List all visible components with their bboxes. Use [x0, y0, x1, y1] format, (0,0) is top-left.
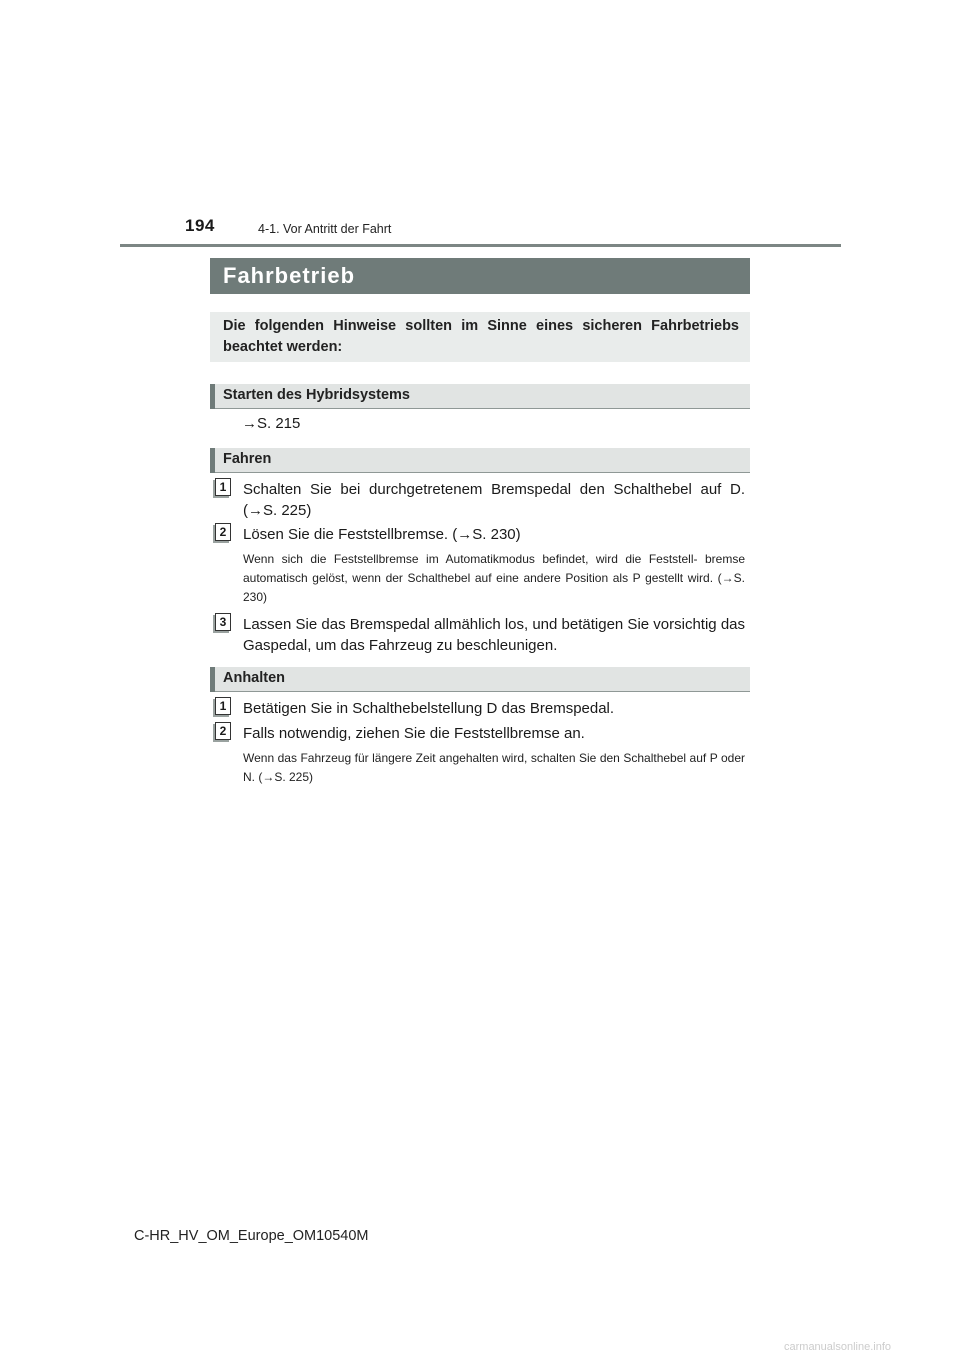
subheading-label: Fahren [223, 451, 272, 467]
subheading-label: Anhalten [223, 670, 286, 686]
subheading-label: Starten des Hybridsystems [223, 387, 410, 403]
step-note: Wenn sich die Feststellbremse im Automatikmodus befindet, wird die Feststell- bremse automatisch gelöst, wenn der Schalthebel auf eine andere Position als P gestellt wird. (→S. 230) [243, 552, 745, 604]
intro-box [210, 312, 750, 362]
subheading-starting [210, 384, 750, 409]
step-text: Betätigen Sie in Schalthebelstellung D das Bremspedal. [243, 700, 615, 717]
subheading-accent [210, 384, 215, 409]
page-title: Fahrbetrieb [223, 263, 356, 288]
step-text: Schalten Sie bei durchgetretenem Bremspedal den Schalthebel auf D. (→S. 225) [243, 481, 745, 519]
step-text: Lassen Sie das Bremspedal allmählich los, und betätigen Sie vorsichtig das Gaspedal, um das Fahrzeug zu beschleunigen. [243, 616, 745, 654]
step-number-badge: 2 [215, 722, 231, 740]
subheading-accent [210, 667, 215, 692]
page-number: 194 [185, 216, 215, 235]
header-divider [120, 244, 841, 247]
subheading-driving [210, 448, 750, 473]
step-text: Falls notwendig, ziehen Sie die Feststellbremse an. [243, 725, 585, 742]
step-text: Lösen Sie die Feststellbremse. (→S. 230) [243, 526, 521, 543]
page-reference-link[interactable]: →S. 215 [242, 415, 301, 432]
watermark: carmanualsonline.info [784, 1341, 892, 1353]
intro-text: Die folgenden Hinweise sollten im Sinne eines sicheren Fahrbetriebs beachtet werden: [223, 318, 739, 355]
subheading-stopping [210, 667, 750, 692]
step-number-badge: 2 [215, 523, 231, 541]
step-number-badge: 1 [215, 697, 231, 715]
section-reference: 4-1. Vor Antritt der Fahrt [258, 222, 392, 236]
page-title-bar [210, 258, 750, 294]
document-code: C-HR_HV_OM_Europe_OM10540M [134, 1228, 369, 1244]
subheading-accent [210, 448, 215, 473]
step-number-badge: 1 [215, 478, 231, 496]
step-number-badge: 3 [215, 613, 231, 631]
step-note: Wenn das Fahrzeug für längere Zeit angehalten wird, schalten Sie den Schalthebel auf P oder N. (→S. 225) [243, 751, 745, 784]
